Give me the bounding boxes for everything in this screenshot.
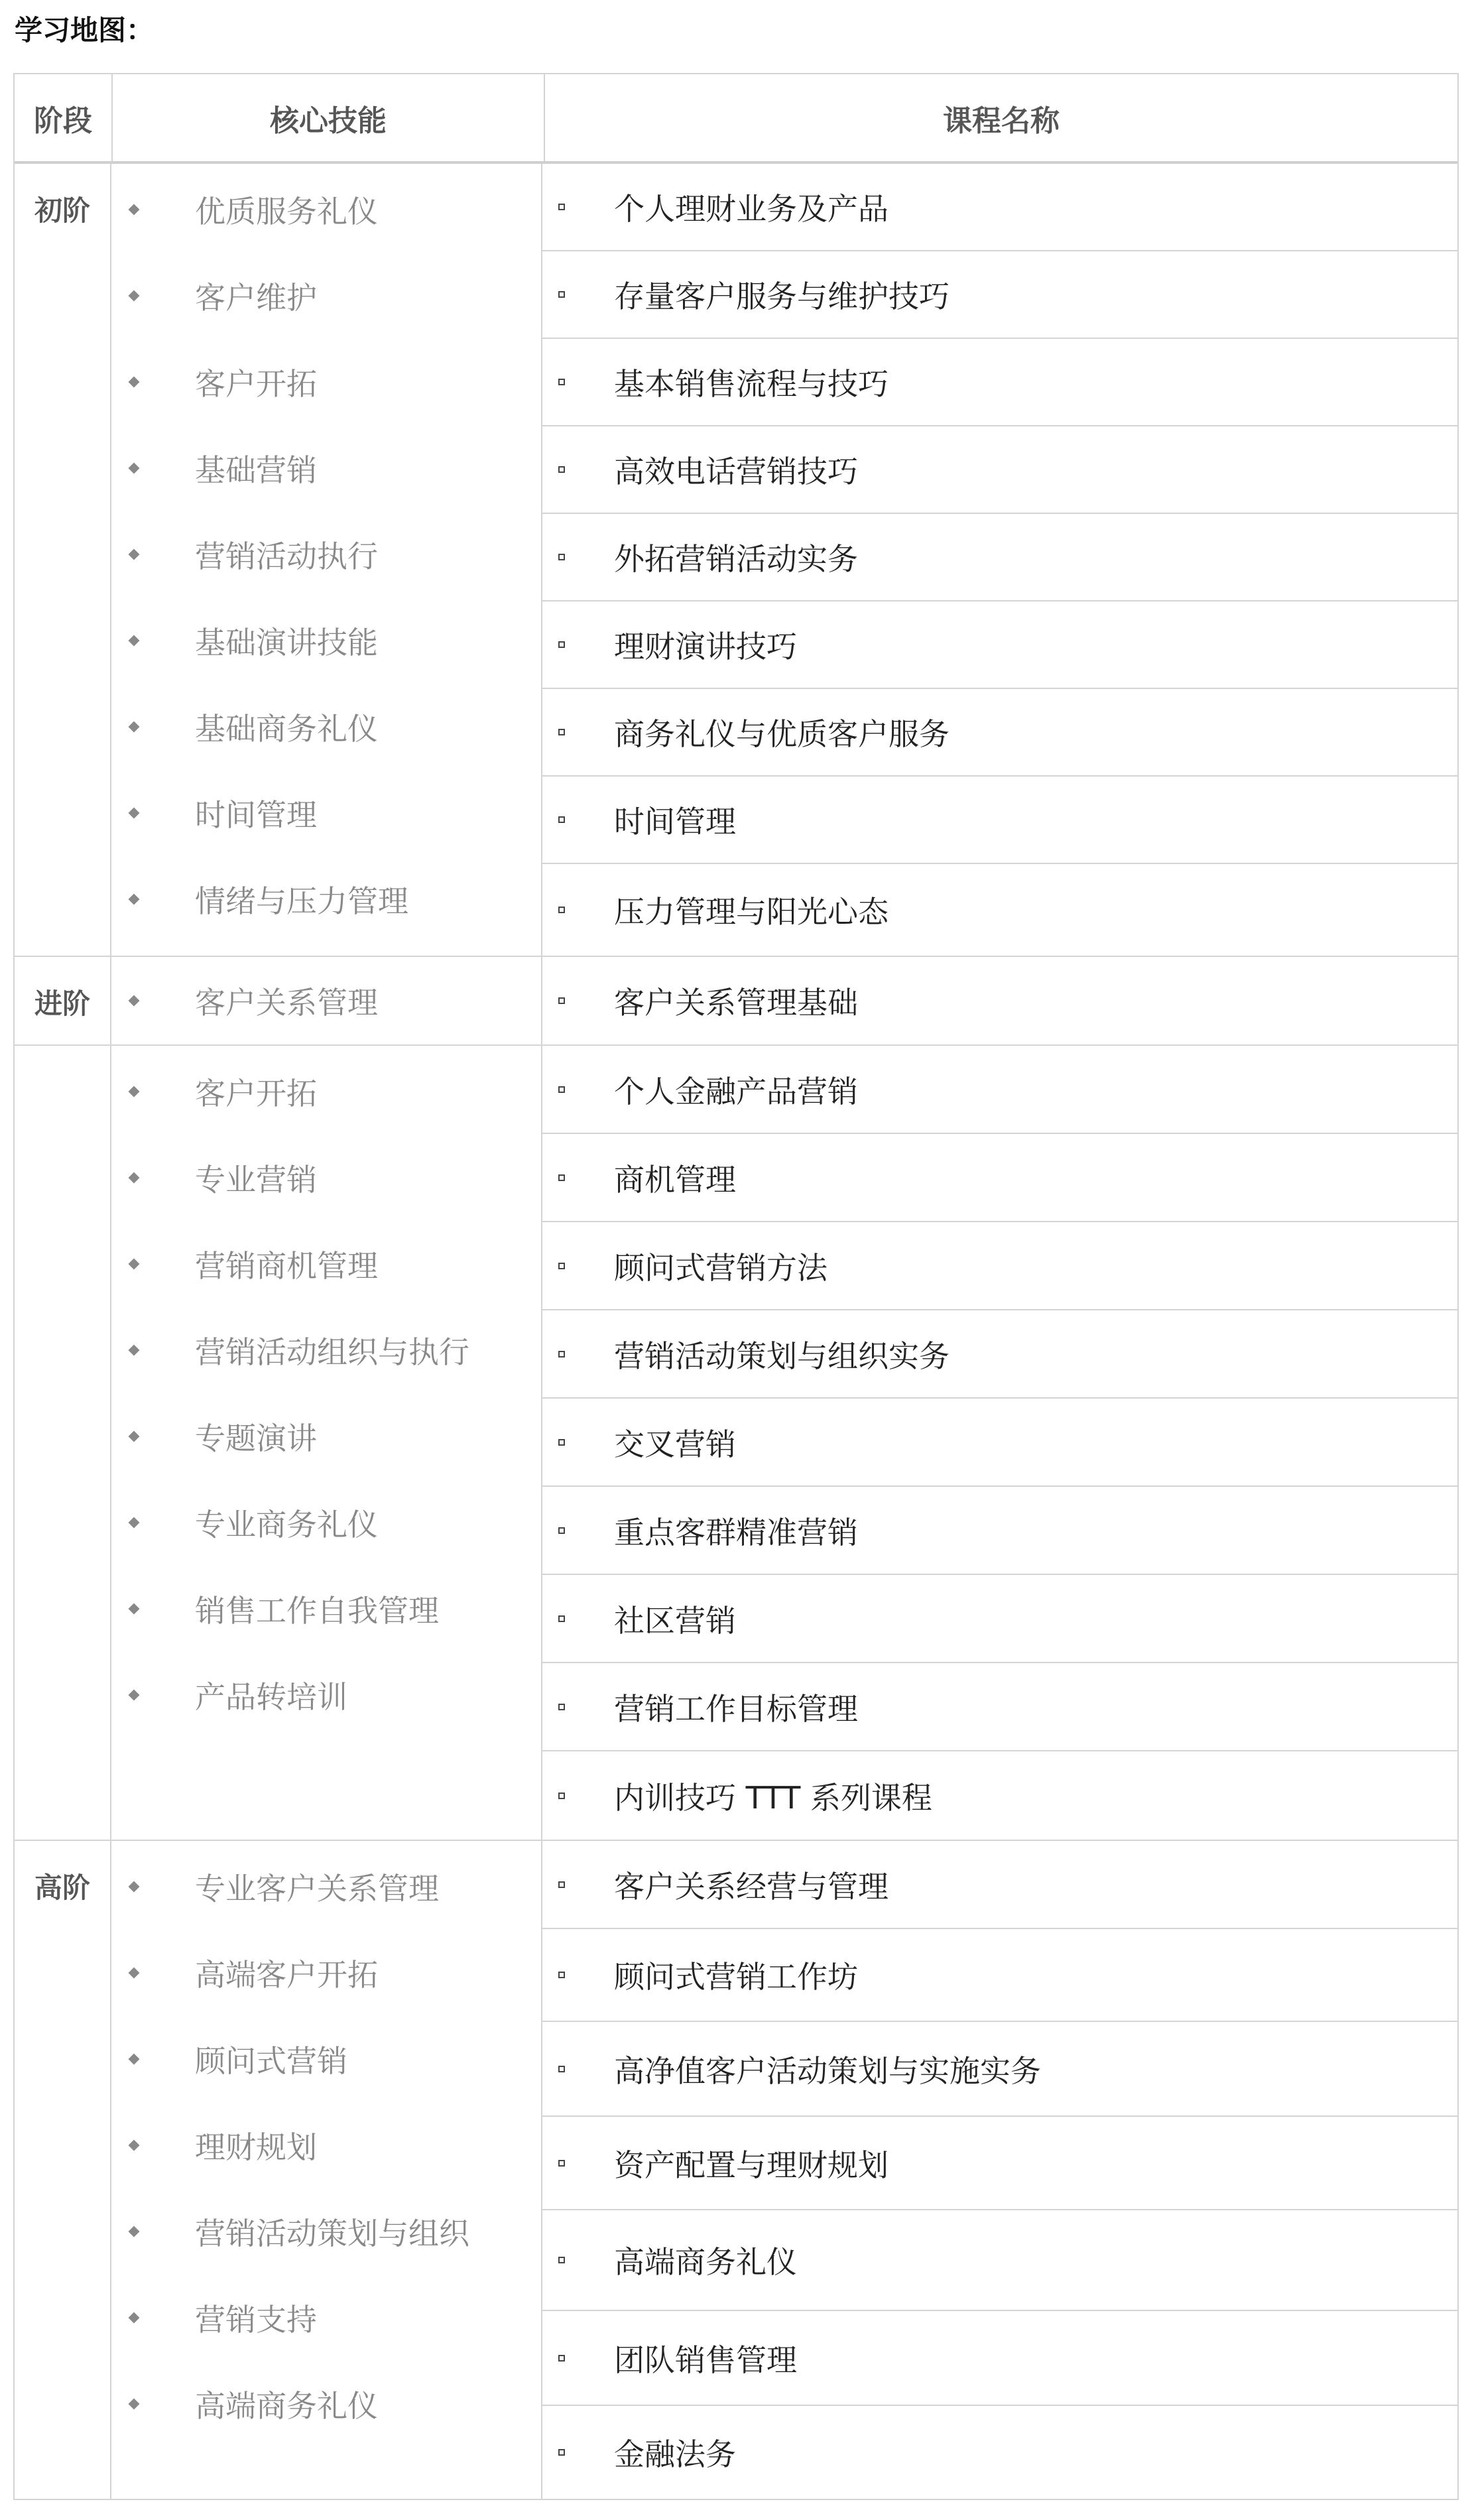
courses-list [542, 164, 1457, 956]
square-bullet-icon [558, 729, 565, 735]
skill-label: 营销活动执行 [195, 538, 378, 574]
diamond-bullet-icon [129, 2226, 140, 2237]
course-row [542, 1841, 1457, 1929]
header-skill: 核心技能 [113, 74, 545, 161]
skill-item [111, 1135, 541, 1221]
course-row [542, 2022, 1457, 2117]
skills-list [111, 1841, 542, 2499]
skill-item [111, 1844, 541, 1930]
stage-label: 初阶 [15, 164, 111, 956]
course-row [542, 2210, 1457, 2311]
square-bullet-icon [558, 2355, 565, 2362]
skill-item [111, 2361, 541, 2447]
header-stage: 阶段 [15, 74, 113, 161]
skill-label: 营销活动策划与组织 [195, 2216, 469, 2251]
skill-label: 基础营销 [195, 452, 317, 488]
course-row [542, 1751, 1457, 1840]
diamond-bullet-icon [129, 377, 140, 388]
courses-list [542, 1841, 1457, 2499]
course-row [542, 164, 1457, 251]
skill-label: 营销活动组织与执行 [195, 1334, 469, 1370]
skill-item [111, 253, 541, 339]
diamond-bullet-icon [129, 2054, 140, 2065]
square-bullet-icon [558, 997, 565, 1004]
skill-item [111, 1221, 541, 1307]
square-bullet-icon [558, 1881, 565, 1888]
skill-label: 客户开拓 [195, 366, 317, 402]
square-bullet-icon [558, 379, 565, 385]
skill-label: 专题演讲 [195, 1420, 317, 1456]
course-label: 客户关系管理基础 [614, 985, 858, 1021]
stage-group-intermediate [15, 957, 1457, 1046]
skill-item [111, 1048, 541, 1135]
course-label: 高效电话营销技巧 [614, 454, 858, 489]
course-row [542, 1399, 1457, 1487]
diamond-bullet-icon [129, 1172, 140, 1184]
course-row [542, 957, 1457, 1044]
skill-item [111, 2188, 541, 2275]
courses-list [542, 1046, 1457, 1840]
course-label: 金融法务 [614, 2436, 736, 2472]
course-label: 高净值客户活动策划与实施实务 [614, 2052, 1041, 2089]
course-label: 社区营销 [614, 1602, 736, 1639]
skill-item [111, 339, 541, 425]
course-label: 时间管理 [614, 804, 736, 840]
diamond-bullet-icon [129, 1881, 140, 1893]
skill-item [111, 1930, 541, 2016]
stage-label: 高阶 [15, 1841, 111, 2499]
course-label: 商务礼仪与优质客户服务 [614, 716, 950, 752]
square-bullet-icon [558, 1704, 565, 1710]
diamond-bullet-icon [129, 2312, 140, 2324]
skill-item [111, 511, 541, 598]
page-title: 学习地图： [15, 14, 154, 46]
stage-label: 进阶 [15, 957, 111, 1044]
course-row [542, 1487, 1457, 1575]
skill-label: 客户维护 [195, 280, 317, 316]
skill-label: 营销商机管理 [195, 1248, 378, 1284]
course-label: 个人理财业务及产品 [614, 191, 889, 227]
course-row [542, 601, 1457, 689]
square-bullet-icon [558, 1439, 565, 1446]
square-bullet-icon [558, 907, 565, 913]
course-row [542, 2117, 1457, 2210]
skill-label: 专业商务礼仪 [195, 1507, 378, 1543]
skill-label: 专业客户关系管理 [195, 1871, 439, 1907]
stage-group-beginner [15, 164, 1457, 957]
diamond-bullet-icon [129, 1259, 140, 1270]
skill-item [111, 2102, 541, 2188]
square-bullet-icon [558, 2066, 565, 2072]
skill-item [111, 1393, 541, 1480]
course-label: 营销活动策划与组织实务 [614, 1338, 950, 1374]
diamond-bullet-icon [129, 808, 140, 819]
diamond-bullet-icon [129, 1517, 140, 1529]
skill-label: 客户关系管理 [195, 985, 378, 1021]
course-label: 存量客户服务与维护技巧 [614, 279, 950, 314]
square-bullet-icon [558, 554, 565, 560]
square-bullet-icon [558, 1086, 565, 1093]
square-bullet-icon [558, 1615, 565, 1622]
skills-list [111, 1046, 542, 1840]
skill-item [111, 425, 541, 511]
course-label: 顾问式营销方法 [614, 1249, 828, 1286]
course-label: 团队销售管理 [614, 2342, 797, 2378]
stage-group-advanced [15, 1841, 1457, 2499]
course-row [542, 426, 1457, 514]
course-row [542, 1046, 1457, 1134]
skill-label: 理财规划 [195, 2129, 317, 2165]
skill-item [111, 856, 541, 942]
square-bullet-icon [558, 291, 565, 298]
course-row [542, 2406, 1457, 2499]
course-row [542, 339, 1457, 426]
skill-label: 基础演讲技能 [195, 625, 378, 661]
square-bullet-icon [558, 2160, 565, 2167]
courses-list [542, 957, 1457, 1044]
skills-list [111, 164, 542, 956]
skills-list [111, 957, 542, 1044]
diamond-bullet-icon [129, 549, 140, 560]
skill-label: 基础商务礼仪 [195, 711, 378, 747]
square-bullet-icon [558, 1263, 565, 1269]
diamond-bullet-icon [129, 1086, 140, 1098]
skill-label: 销售工作自我管理 [195, 1593, 439, 1629]
skill-label: 时间管理 [195, 797, 317, 833]
course-label: 压力管理与阳光心态 [614, 894, 889, 930]
skill-item [111, 770, 541, 856]
course-row [542, 1134, 1457, 1222]
diamond-bullet-icon [129, 635, 140, 647]
diamond-bullet-icon [129, 1431, 140, 1442]
skill-item [111, 166, 541, 253]
course-row [542, 777, 1457, 864]
course-row [542, 1929, 1457, 2022]
square-bullet-icon [558, 816, 565, 823]
skill-label: 产品转培训 [195, 1679, 347, 1715]
skill-item [111, 2016, 541, 2102]
course-label: 内训技巧 TTT 系列课程 [614, 1779, 932, 1816]
skill-item [111, 1480, 541, 1566]
course-row [542, 514, 1457, 601]
square-bullet-icon [558, 466, 565, 473]
skill-label: 优质服务礼仪 [195, 194, 378, 229]
diamond-bullet-icon [129, 290, 140, 302]
course-label: 商机管理 [614, 1161, 736, 1198]
course-label: 个人金融产品营销 [614, 1073, 858, 1109]
stage-group-intermediate-cont [15, 1046, 1457, 1841]
course-label: 理财演讲技巧 [614, 629, 797, 664]
square-bullet-icon [558, 1174, 565, 1181]
diamond-bullet-icon [129, 1345, 140, 1356]
diamond-bullet-icon [129, 204, 140, 216]
skill-label: 顾问式营销 [195, 2043, 347, 2079]
course-label: 资产配置与理财规划 [614, 2147, 889, 2183]
learning-map-table [13, 73, 1459, 2500]
square-bullet-icon [558, 1793, 565, 1799]
course-label: 高端商务礼仪 [614, 2244, 797, 2280]
diamond-bullet-icon [129, 894, 140, 905]
course-row [542, 1310, 1457, 1399]
diamond-bullet-icon [129, 1604, 140, 1615]
skill-label: 专业营销 [195, 1162, 317, 1198]
course-label: 顾问式营销工作坊 [614, 1959, 858, 1995]
skill-item [111, 2275, 541, 2361]
square-bullet-icon [558, 1972, 565, 1978]
course-row [542, 864, 1457, 956]
diamond-bullet-icon [129, 1968, 140, 1979]
skill-label: 情绪与压力管理 [195, 883, 408, 919]
diamond-bullet-icon [129, 1690, 140, 1701]
skill-item [111, 1652, 541, 1738]
course-row [542, 1663, 1457, 1751]
diamond-bullet-icon [129, 2140, 140, 2151]
course-label: 重点客群精准营销 [614, 1514, 858, 1550]
course-label: 基本销售流程与技巧 [614, 366, 889, 402]
square-bullet-icon [558, 2449, 565, 2456]
course-label: 客户关系经营与管理 [614, 1868, 889, 1905]
diamond-bullet-icon [129, 2399, 140, 2410]
skill-label: 高端客户开拓 [195, 1957, 378, 1993]
skill-item [111, 598, 541, 684]
course-row [542, 689, 1457, 777]
square-bullet-icon [558, 641, 565, 648]
skill-item [111, 1566, 541, 1652]
skill-label: 高端商务礼仪 [195, 2388, 378, 2424]
skill-item [111, 1307, 541, 1393]
square-bullet-icon [558, 1527, 565, 1534]
course-label: 外拓营销活动实务 [614, 541, 858, 577]
course-label: 交叉营销 [614, 1426, 736, 1462]
diamond-bullet-icon [129, 995, 140, 1007]
skill-item [111, 684, 541, 770]
diamond-bullet-icon [129, 463, 140, 474]
course-row [542, 1575, 1457, 1663]
stage-label [15, 1046, 111, 1840]
course-row [542, 2311, 1457, 2406]
header-course: 课程名称 [943, 103, 1060, 138]
table-header [15, 74, 1457, 164]
course-row [542, 251, 1457, 339]
course-row [542, 1222, 1457, 1310]
skill-item [111, 957, 541, 1044]
diamond-bullet-icon [129, 722, 140, 733]
square-bullet-icon [558, 1351, 565, 1357]
square-bullet-icon [558, 2257, 565, 2263]
skill-label: 客户开拓 [195, 1076, 317, 1111]
skill-label: 营销支持 [195, 2302, 317, 2338]
square-bullet-icon [558, 204, 565, 210]
course-label: 营销工作目标管理 [614, 1690, 858, 1727]
